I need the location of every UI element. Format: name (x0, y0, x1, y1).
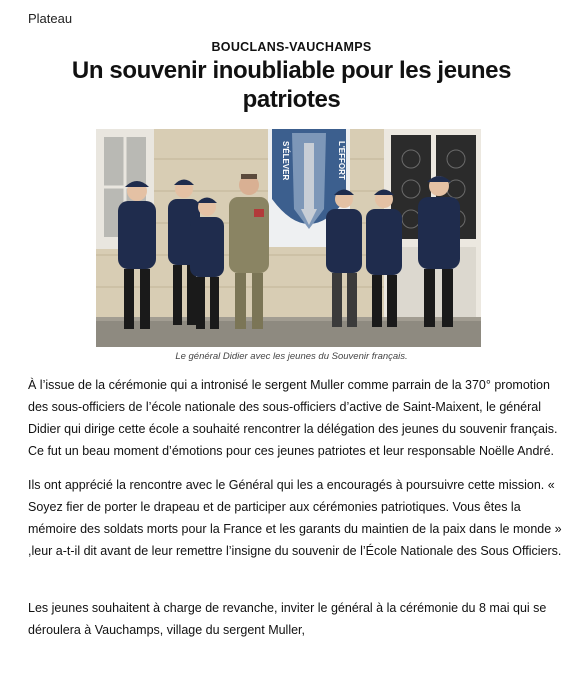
article-paragraph: Ils ont apprécié la rencontre avec le Général qui les a encouragés à poursuivre cette mission. « Soyez fier de porter le drapeau et de participer aux cérémonies patriotiques. Vous êtes la mémoire des soldats morts pour la France et les garants du maintien de la paix dans le monde » ,leur a-t-il dit avant de leur remettre l’insigne du souvenir de l’École Nationale des Sous Officiers. (28, 478, 562, 558)
article-headline: Un souvenir inoubliable pour les jeunes patriotes (71, 57, 512, 113)
article-paragraph: Les jeunes souhaitent à charge de revanche, inviter le général à la cérémonie du 8 mai qui se déroulera à Vauchamps, village du sergent Muller, (28, 601, 547, 637)
location-kicker: BOUCLANS-VAUCHAMPS (211, 40, 372, 54)
photo-caption: Le général Didier avec les jeunes du Souvenir français. (175, 351, 408, 362)
article-photo (96, 129, 481, 347)
section-label: Plateau (28, 11, 73, 26)
banner-text-right: L'EFFORT (337, 141, 346, 180)
article-paragraph: À l’issue de la cérémonie qui a intronisé le sergent Muller comme parrain de la 370° promotion des sous-officiers de l’école nationale des sous-officiers d’active de Saint-Maixent, le général Didier qui dirige cette école a souhaité rencontrer la délégation des jeunes du souvenir français. Ce fut un beau moment d’émotions pour ces jeunes patriotes et leur responsable Noëlle André. (28, 378, 558, 458)
banner-text-left: S'ÉLEVER (281, 141, 290, 181)
